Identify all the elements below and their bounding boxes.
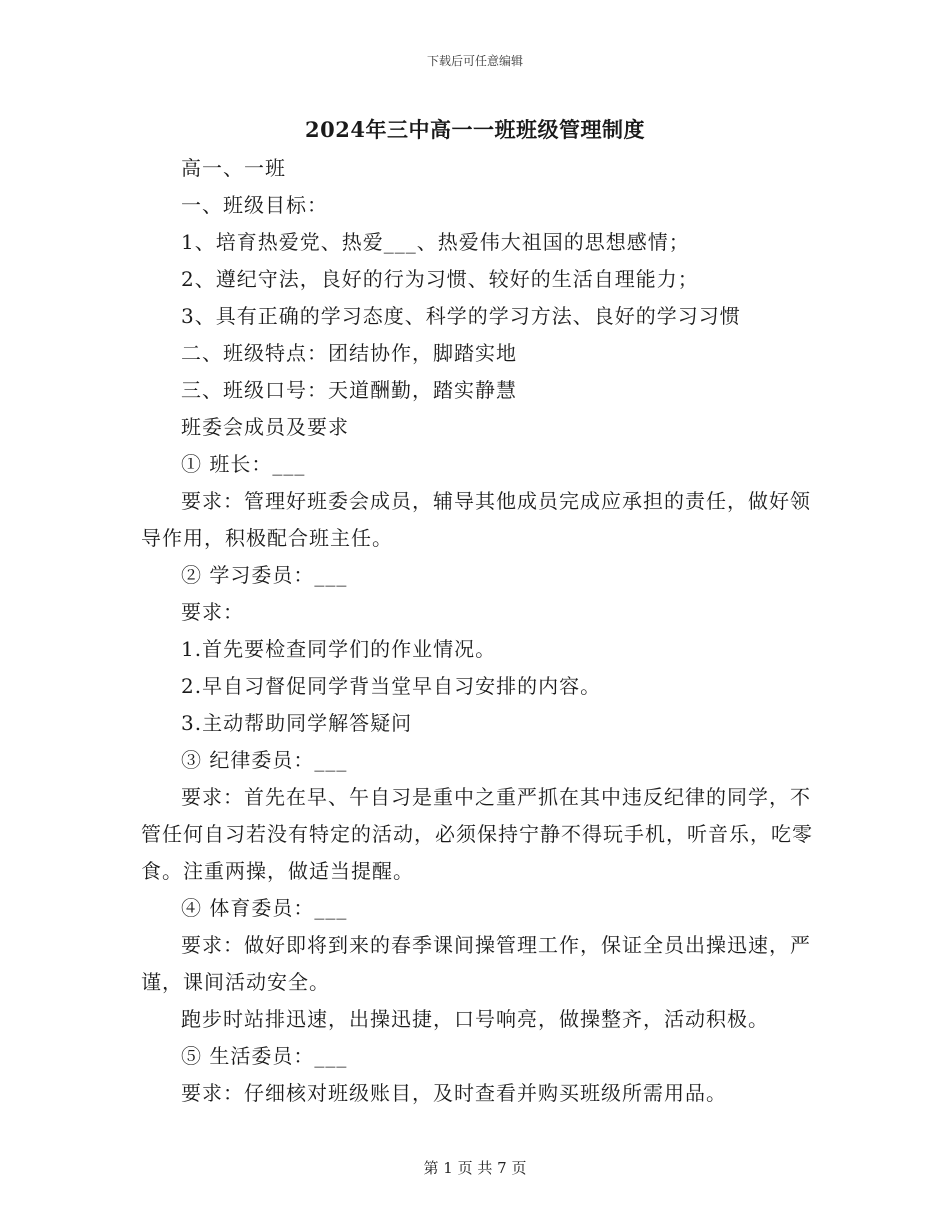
paragraph-study-req-1: 1.首先要检查同学们的作业情况。 [181,637,497,661]
paragraph-features: 二、班级特点：团结协作，脚踏实地 [181,341,517,365]
paragraph-study-committee: ② 学习委员：___ [181,563,348,587]
paragraph-sports-committee: ④ 体育委员：___ [181,896,348,920]
paragraph-sports-running: 跑步时站排迅速，出操迅捷，口号响亮，做操整齐，活动积极。 [181,1007,769,1031]
paragraph-goal-3: 3、具有正确的学习态度、科学的学习方法、良好的学习习惯 [181,304,741,328]
paragraph-sports-requirements: 要求：做好即将到来的春季课间操管理工作，保证全员出操迅速，严谨，课间活动安全。 [141,933,811,994]
paragraph-class-name: 高一、一班 [181,156,286,180]
paragraph-committee-heading: 班委会成员及要求 [181,415,349,439]
paragraph-monitor-requirements: 要求：管理好班委会成员，辅导其他成员完成应承担的责任，做好领导作用，积极配合班主任。 [141,489,811,550]
paragraph-study-req-3: 3.主动帮助同学解答疑问 [181,711,413,735]
paragraph-life-committee: ⑤ 生活委员：___ [181,1044,348,1068]
paragraph-life-requirements: 要求：仔细核对班级账目，及时查看并购买班级所需用品。 [181,1081,727,1105]
paragraph-monitor: ① 班长：___ [181,452,306,476]
paragraph-study-req-2: 2.早自习督促同学背当堂早自习安排的内容。 [181,674,602,698]
paragraph-discipline-committee: ③ 纪律委员：___ [181,748,348,772]
paragraph-slogan: 三、班级口号：天道酬勤，踏实静慧 [181,378,517,402]
document-body [141,150,813,1112]
paragraph-goals-heading: 一、班级目标： [181,193,328,217]
paragraph-discipline-requirements: 要求：首先在早、午自习是重中之重严抓在其中违反纪律的同学，不管任何自习若没有特定的活动，必须保持宁静不得玩手机，听音乐，吃零食。注重两操，做适当提醒。 [141,785,813,883]
page-number: 第 1 页 共 7 页 [423,1159,527,1177]
paragraph-goal-1: 1、培育热爱党、热爱___、热爱伟大祖国的思想感情； [181,230,690,254]
paragraph-goal-2: 2、遵纪守法，良好的行为习惯、较好的生活自理能力； [181,267,699,291]
paragraph-study-requirements-heading: 要求： [181,600,244,624]
document-title: 2024年三中高一一班班级管理制度 [305,117,645,142]
header-note: 下载后可任意编辑 [426,54,523,68]
